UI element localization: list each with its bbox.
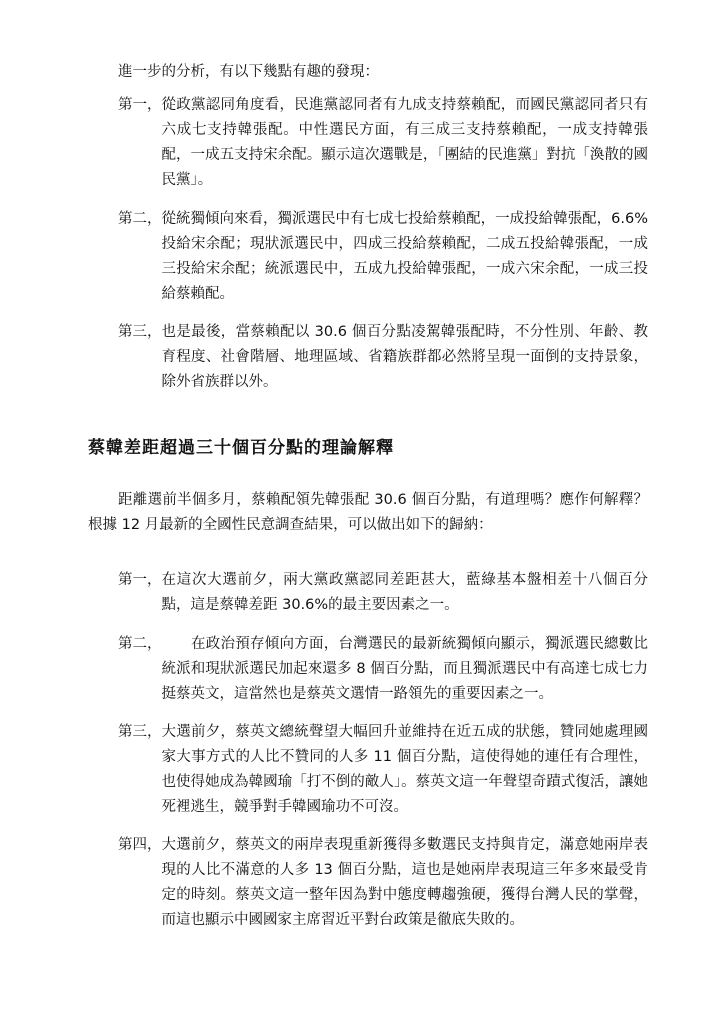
item-label: 第二， [118, 636, 162, 652]
finding-item-1 [118, 93, 648, 193]
item-text: 在這次大選前夕，兩大黨政黨認同差距甚大，藍綠基本盤相差十八個百分點，這是蔡韓差距 30.6%的最主要因素之一。 [161, 572, 648, 613]
item-text: 在政治預存傾向方面，台灣選民的最新統獨傾向顯示，獨派選民總數比統派和現狀派選民加起來還多 8 個百分點，而且獨派選民中有高達七成七力挺蔡英文，這當然也是蔡英文選情一路領先的重要因素之一。 [161, 636, 648, 702]
item-text: 從統獨傾向來看，獨派選民中有七成七投給蔡賴配，一成投給韓張配，6.6%投給宋余配；現狀派選民中，四成三投給蔡賴配，二成五投給韓張配，一成三投給宋余配；統派選民中，五成九投給韓張配，一成六宋余配，一成三投給蔡賴配。 [161, 211, 648, 302]
intro-line: 進一步的分析，有以下幾點有趣的發現： [118, 64, 379, 80]
item-label: 第一， [118, 572, 162, 588]
item-label: 第一， [118, 97, 162, 113]
item-label: 第四， [118, 837, 162, 853]
item-text: 大選前夕，蔡英文總統聲望大幅回升並維持在近五成的狀態，贊同她處理國家大事方式的人比不贊同的人多 11 個百分點，這使得她的連任有合理性，也使得她成為韓國瑜「打不倒的敵人」。蔡英文這一年聲望奇蹟式復活，讓她死裡逃生，競爭對手韓國瑜功不可沒。 [161, 724, 648, 815]
item-label: 第二， [118, 211, 162, 227]
explanation-item-4 [118, 833, 648, 933]
finding-item-2 [118, 207, 648, 307]
item-text: 大選前夕，蔡英文的兩岸表現重新獲得多數選民支持與肯定，滿意她兩岸表現的人比不滿意的人多 13 個百分點，這也是她兩岸表現這三年多來最受肯定的時刻。蔡英文這一整年因為對中態度轉趨強硬，獲得台灣人民的掌聲，而這也顯示中國國家主席習近平對台政策是徹底失敗的。 [161, 837, 648, 928]
explanation-item-1 [118, 568, 648, 618]
item-label: 第三， [118, 724, 162, 740]
section-heading: 蔡韓差距超過三十個百分點的理論解釋 [88, 438, 394, 458]
body-paragraph: 距離選前半個多月，蔡賴配領先韓張配 30.6 個百分點，有道理嗎？應作何解釋？根據 12 月最新的全國性民意調查結果，可以做出如下的歸納： [88, 492, 648, 533]
item-text: 也是最後，當蔡賴配以 30.6 個百分點凌駕韓張配時，不分性別、年齡、教育程度、社會階層、地理區域、省籍族群都必然將呈現一面倒的支持景象，除外省族群以外。 [161, 324, 648, 390]
explanation-item-2 [118, 632, 648, 707]
explanation-item-3 [118, 720, 648, 820]
item-text: 從政黨認同角度看，民進黨認同者有九成支持蔡賴配，而國民黨認同者只有六成七支持韓張配。中性選民方面，有三成三支持蔡賴配，一成支持韓張配，一成五支持宋余配。顯示這次選戰是，「團結的民進黨」對抗「渙散的國民黨」。 [161, 97, 648, 188]
finding-item-3 [118, 320, 648, 395]
item-label: 第三， [118, 324, 162, 340]
